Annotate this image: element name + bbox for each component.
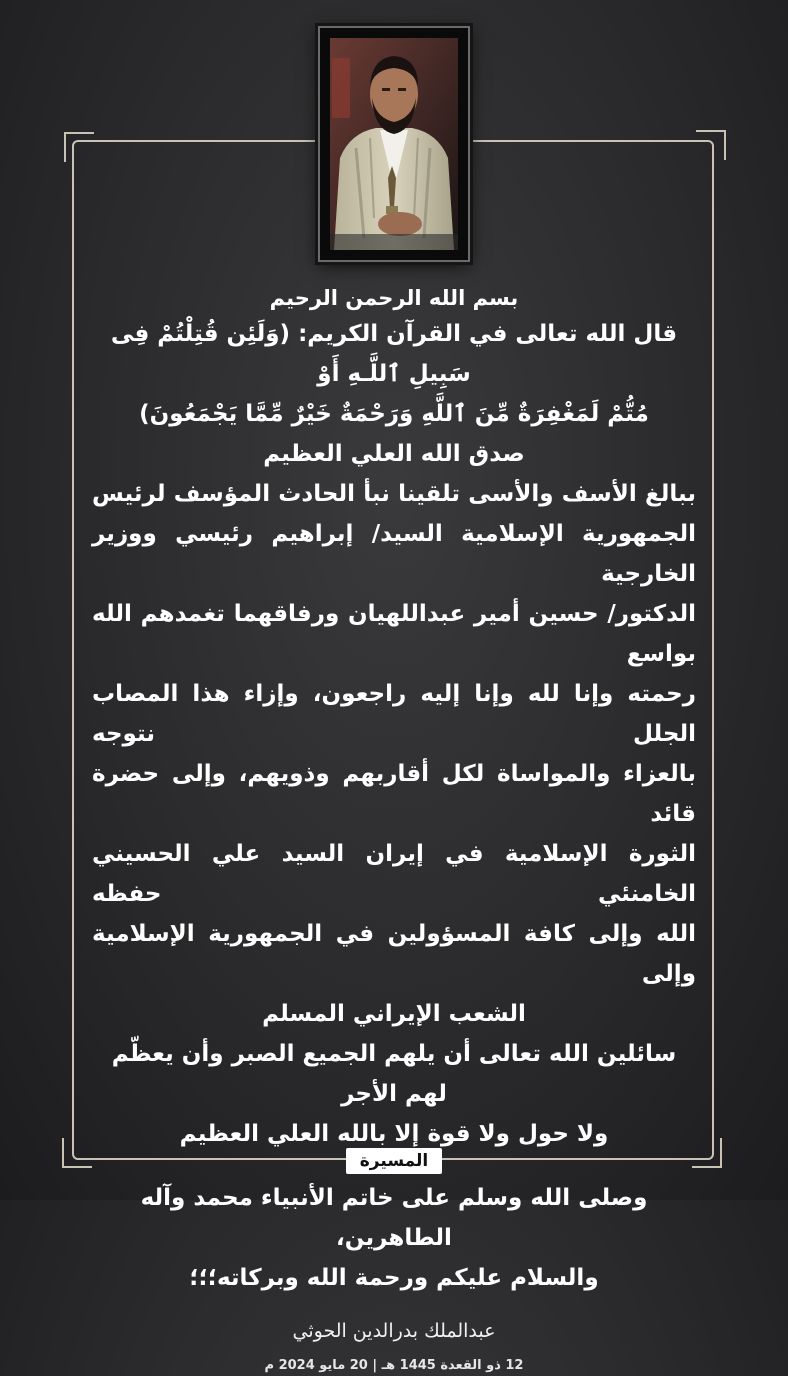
body-line: الله وإلى كافة المسؤولين في الجمهورية الإسلامية وإلى	[92, 921, 696, 987]
portrait-image	[330, 38, 458, 250]
quran-verse: مُتُّمْ لَمَغْفِرَةٌ مِّنَ ٱللَّهِ وَرَحْمَةٌ خَيْرٌ مِّمَّا يَجْمَعُونَ)	[139, 401, 649, 427]
body-line: ببالغ الأسف والأسى تلقينا نبأ الحادث المؤسف لرئيس	[92, 481, 696, 507]
quran-intro: قال الله تعالى في القرآن الكريم: (وَلَئِن قُتِلْتُمْ فِى سَبِيلِ ٱللَّـهِ أَوْ	[110, 321, 678, 387]
portrait-photo	[318, 26, 470, 262]
salam-line: والسلام عليكم ورحمة الله وبركاته؛؛؛	[189, 1265, 599, 1291]
body-line: بالعزاء والمواساة لكل أقاربهم وذويهم، وإلى حضرة قائد	[92, 761, 696, 827]
salawat-line: وصلى الله وسلم على خاتم الأنبياء محمد وآله الطاهرين،	[140, 1185, 648, 1251]
prayer-line: سائلين الله تعالى أن يلهم الجميع الصبر وأن يعظّم لهم الأجر	[111, 1041, 677, 1107]
body-last-line: الشعب الإيراني المسلم	[262, 1001, 526, 1027]
frame-corner-top-right	[696, 130, 726, 160]
logo-text: المسيرة	[359, 1151, 429, 1171]
body-line: الثورة الإسلامية في إيران السيد علي الحسيني الخامنئي حفظه	[92, 841, 696, 907]
signature: عبدالملك بدرالدين الحوثي	[292, 1320, 496, 1342]
body-line: الجمهورية الإسلامية السيد/ إبراهيم رئيسي ووزير الخارجية	[92, 521, 696, 587]
sadaq-line: صدق الله العلي العظيم	[263, 441, 525, 467]
body-line: رحمته وإنا لله وإنا إليه راجعون، وإزاء هذا المصاب الجلل نتوجه	[92, 681, 696, 747]
frame-corner-bottom-left	[62, 1138, 92, 1168]
body-line: الدكتور/ حسين أمير عبداللهيان ورفاقهما تغمدهم الله بواسع	[92, 601, 696, 667]
date: 12 ذو القعدة 1445 هـ | 20 مايو 2024 م	[264, 1358, 524, 1373]
basmala: بسم الله الرحمن الرحيم	[269, 286, 519, 310]
condolence-text	[92, 282, 696, 1376]
almasirah-logo	[346, 1148, 442, 1174]
hawqala-line: ولا حول ولا قوة إلا بالله العلي العظيم	[179, 1121, 609, 1147]
